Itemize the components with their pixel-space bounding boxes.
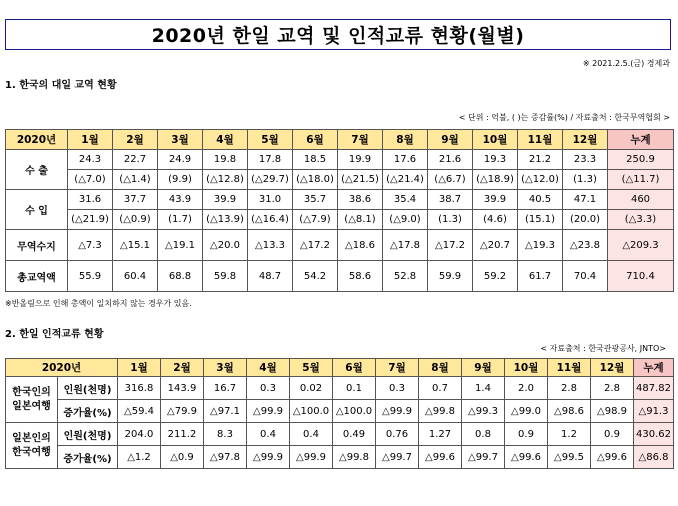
section2-heading: 2. 한일 인적교류 현황 [5, 329, 104, 340]
export-value: 23.3 [563, 150, 608, 170]
korean-rate-value: △100.0 [290, 400, 333, 423]
korean-rate-value: △99.9 [247, 400, 290, 423]
japanese-people-value: 204.0 [118, 423, 161, 446]
japanese-rate-value: △0.9 [161, 446, 204, 469]
export-rate: (△6.7) [428, 170, 473, 190]
people-label: 인원(천명) [58, 377, 118, 400]
balance-value: △17.2 [428, 230, 473, 261]
header-cell: 2월 [113, 130, 158, 150]
header-cell: 2020년 [6, 130, 68, 150]
korean-people-value: 2.8 [548, 377, 591, 400]
import-value: 43.9 [158, 190, 203, 210]
header-cell: 8월 [383, 130, 428, 150]
korean-group-label: 한국인의 일본여행 [6, 377, 58, 423]
total-value: 68.8 [158, 261, 203, 292]
japanese-people-value: 1.27 [419, 423, 462, 446]
header-cell: 12월 [563, 130, 608, 150]
trade-table [5, 129, 674, 292]
korean-rate-value: △98.6 [548, 400, 591, 423]
total-value: 70.4 [563, 261, 608, 292]
export-rate: (△21.5) [338, 170, 383, 190]
balance-label: 무역수지 [6, 230, 68, 261]
japanese-rate-value: △97.8 [204, 446, 247, 469]
korean-rate-value: △99.0 [505, 400, 548, 423]
balance-value: △17.8 [383, 230, 428, 261]
japanese-rate-value: △99.9 [290, 446, 333, 469]
exchange-table [5, 358, 674, 469]
balance-value: △23.8 [563, 230, 608, 261]
import-rate: (1.7) [158, 210, 203, 230]
total-label: 총교역액 [6, 261, 68, 292]
korean-rate-value: △91.3 [634, 400, 674, 423]
import-value: 37.7 [113, 190, 158, 210]
rate-label: 증가율(%) [58, 446, 118, 469]
export-rate: (△12.8) [203, 170, 248, 190]
export-rate: (1.3) [563, 170, 608, 190]
import-rate: (△3.3) [608, 210, 674, 230]
japanese-group-label: 일본인의 한국여행 [6, 423, 58, 469]
korean-people-value: 0.3 [376, 377, 419, 400]
japanese-rate-value: △99.7 [462, 446, 505, 469]
export-value: 19.3 [473, 150, 518, 170]
import-value: 38.7 [428, 190, 473, 210]
import-rate: (15.1) [518, 210, 563, 230]
header-cell: 4월 [203, 130, 248, 150]
header-cell: 3월 [204, 359, 247, 377]
import-rate: (△8.1) [338, 210, 383, 230]
balance-value: △13.3 [248, 230, 293, 261]
header-cell: 2020년 [6, 359, 118, 377]
import-value: 47.1 [563, 190, 608, 210]
japanese-people-value: 0.4 [247, 423, 290, 446]
header-cell: 5월 [248, 130, 293, 150]
export-value: 24.9 [158, 150, 203, 170]
people-label: 인원(천명) [58, 423, 118, 446]
korean-people-value: 2.0 [505, 377, 548, 400]
japanese-rate-value: △86.8 [634, 446, 674, 469]
import-rate: (20.0) [563, 210, 608, 230]
balance-value: △18.6 [338, 230, 383, 261]
japanese-people-value: 1.2 [548, 423, 591, 446]
japanese-people-value: 0.8 [462, 423, 505, 446]
import-value: 40.5 [518, 190, 563, 210]
total-value: 59.9 [428, 261, 473, 292]
total-value: 59.8 [203, 261, 248, 292]
korean-rate-value: △98.9 [591, 400, 634, 423]
header-cell: 4월 [247, 359, 290, 377]
export-rate: (△29.7) [248, 170, 293, 190]
header-cell: 3월 [158, 130, 203, 150]
total-value: 52.8 [383, 261, 428, 292]
export-value: 17.6 [383, 150, 428, 170]
import-value: 39.9 [473, 190, 518, 210]
export-value: 19.9 [338, 150, 383, 170]
japanese-people-value: 0.49 [333, 423, 376, 446]
total-value: 61.7 [518, 261, 563, 292]
korean-rate-value: △99.8 [419, 400, 462, 423]
import-value: 460 [608, 190, 674, 210]
balance-value: △17.2 [293, 230, 338, 261]
header-cell: 5월 [290, 359, 333, 377]
section2-source-note: < 자료출처 : 한국관광공사, JNTO> [540, 344, 666, 353]
balance-value: △19.3 [518, 230, 563, 261]
header-cell: 1월 [68, 130, 113, 150]
header-cell: 6월 [333, 359, 376, 377]
header-cell: 11월 [518, 130, 563, 150]
import-rate: (△21.9) [68, 210, 113, 230]
japanese-people-value: 0.76 [376, 423, 419, 446]
export-rate: (9.9) [158, 170, 203, 190]
total-value: 59.2 [473, 261, 518, 292]
import-value: 35.4 [383, 190, 428, 210]
korean-people-value: 0.02 [290, 377, 333, 400]
total-value: 54.2 [293, 261, 338, 292]
total-value: 55.9 [68, 261, 113, 292]
korean-rate-value: △59.4 [118, 400, 161, 423]
korean-rate-value: △99.3 [462, 400, 505, 423]
import-rate: (4.6) [473, 210, 518, 230]
balance-value: △7.3 [68, 230, 113, 261]
import-label: 수 입 [6, 190, 68, 230]
export-value: 250.9 [608, 150, 674, 170]
korean-people-value: 2.8 [591, 377, 634, 400]
header-cell: 12월 [591, 359, 634, 377]
japanese-people-value: 430.62 [634, 423, 674, 446]
balance-value: △209.3 [608, 230, 674, 261]
header-cell: 7월 [376, 359, 419, 377]
balance-value: △20.0 [203, 230, 248, 261]
japanese-rate-value: △99.6 [505, 446, 548, 469]
korean-people-value: 0.1 [333, 377, 376, 400]
korean-people-value: 16.7 [204, 377, 247, 400]
import-value: 38.6 [338, 190, 383, 210]
korean-people-value: 0.7 [419, 377, 462, 400]
korean-people-value: 487.82 [634, 377, 674, 400]
import-value: 35.7 [293, 190, 338, 210]
header-cell: 9월 [428, 130, 473, 150]
rate-label: 증가율(%) [58, 400, 118, 423]
korean-people-value: 316.8 [118, 377, 161, 400]
korean-people-value: 1.4 [462, 377, 505, 400]
export-rate: (△1.4) [113, 170, 158, 190]
korean-rate-value: △99.9 [376, 400, 419, 423]
export-rate: (△18.9) [473, 170, 518, 190]
japanese-rate-value: △99.6 [591, 446, 634, 469]
total-value: 58.6 [338, 261, 383, 292]
export-value: 21.2 [518, 150, 563, 170]
japanese-rate-value: △1.2 [118, 446, 161, 469]
export-value: 22.7 [113, 150, 158, 170]
balance-value: △15.1 [113, 230, 158, 261]
section1-unit-note: < 단위 : 억불, ( )는 증감률(%) / 자료출처 : 한국무역협회 > [458, 113, 670, 122]
export-rate: (△7.0) [68, 170, 113, 190]
header-cell: 10월 [505, 359, 548, 377]
header-cell: 8월 [419, 359, 462, 377]
export-rate: (△18.0) [293, 170, 338, 190]
japanese-rate-value: △99.8 [333, 446, 376, 469]
export-rate: (△12.0) [518, 170, 563, 190]
import-rate: (△16.4) [248, 210, 293, 230]
import-rate: (△0.9) [113, 210, 158, 230]
korean-rate-value: △97.1 [204, 400, 247, 423]
header-cell: 9월 [462, 359, 505, 377]
japanese-rate-value: △99.5 [548, 446, 591, 469]
header-cell: 6월 [293, 130, 338, 150]
import-rate: (1.3) [428, 210, 473, 230]
japanese-people-value: 0.9 [505, 423, 548, 446]
section1-heading: 1. 한국의 대일 교역 현황 [5, 80, 117, 91]
date-note: ※ 2021.2.5.(금) 경제과 [582, 59, 670, 68]
header-cell: 7월 [338, 130, 383, 150]
import-rate: (△13.9) [203, 210, 248, 230]
korean-rate-value: △100.0 [333, 400, 376, 423]
page-title: 2020년 한일 교역 및 인적교류 현황(월별) [5, 19, 671, 50]
header-cell: 11월 [548, 359, 591, 377]
total-value: 48.7 [248, 261, 293, 292]
import-value: 31.0 [248, 190, 293, 210]
japanese-rate-value: △99.7 [376, 446, 419, 469]
header-cell: 10월 [473, 130, 518, 150]
export-value: 18.5 [293, 150, 338, 170]
balance-value: △19.1 [158, 230, 203, 261]
export-rate: (△11.7) [608, 170, 674, 190]
japanese-people-value: 211.2 [161, 423, 204, 446]
japanese-people-value: 8.3 [204, 423, 247, 446]
section1-footnote: ※반올림으로 인해 총액이 일치하지 않는 경우가 있음. [5, 299, 192, 308]
import-rate: (△7.9) [293, 210, 338, 230]
import-rate: (△9.0) [383, 210, 428, 230]
header-cell: 2월 [161, 359, 204, 377]
korean-people-value: 143.9 [161, 377, 204, 400]
export-value: 19.8 [203, 150, 248, 170]
header-cell: 1월 [118, 359, 161, 377]
export-value: 17.8 [248, 150, 293, 170]
export-value: 24.3 [68, 150, 113, 170]
japanese-people-value: 0.9 [591, 423, 634, 446]
balance-value: △20.7 [473, 230, 518, 261]
import-value: 31.6 [68, 190, 113, 210]
korean-rate-value: △79.9 [161, 400, 204, 423]
export-value: 21.6 [428, 150, 473, 170]
japanese-rate-value: △99.6 [419, 446, 462, 469]
header-cell: 누계 [634, 359, 674, 377]
header-cell: 누계 [608, 130, 674, 150]
korean-people-value: 0.3 [247, 377, 290, 400]
total-value: 60.4 [113, 261, 158, 292]
total-value: 710.4 [608, 261, 674, 292]
japanese-rate-value: △99.9 [247, 446, 290, 469]
import-value: 39.9 [203, 190, 248, 210]
japanese-people-value: 0.4 [290, 423, 333, 446]
export-rate: (△21.4) [383, 170, 428, 190]
export-label: 수 출 [6, 150, 68, 190]
